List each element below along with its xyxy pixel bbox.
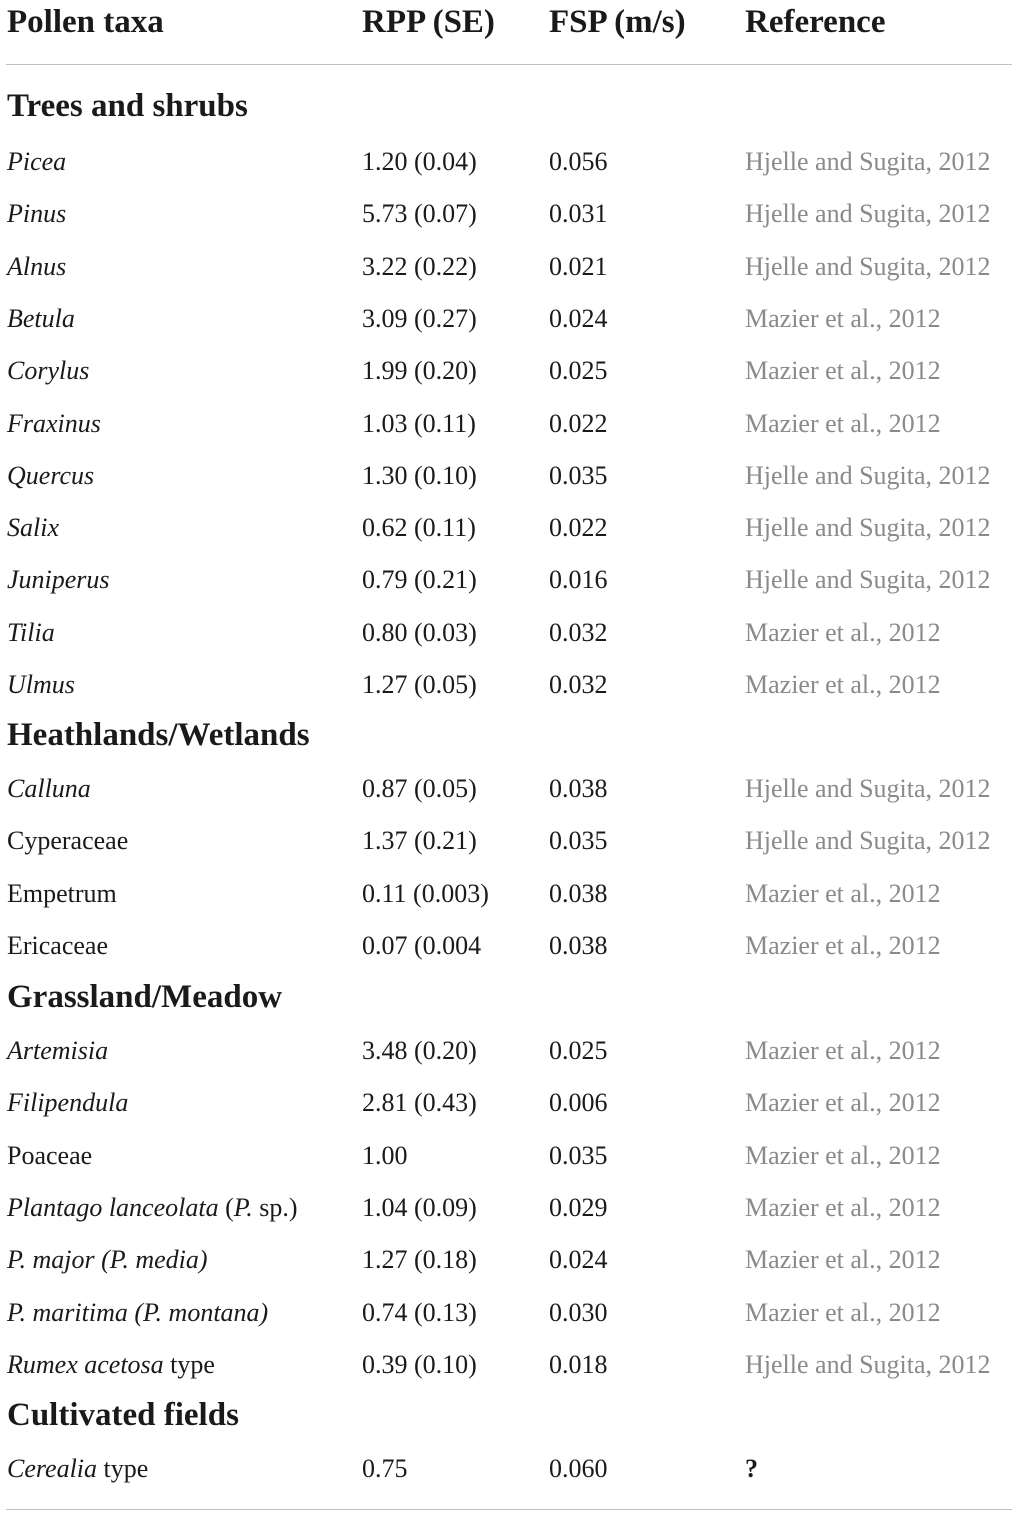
header-rpp: RPP (SE) bbox=[362, 4, 495, 40]
table-row bbox=[0, 665, 1018, 705]
table-row bbox=[0, 613, 1018, 653]
taxon-name-part: Cyperaceae bbox=[7, 826, 129, 855]
taxon-cell bbox=[7, 299, 75, 339]
header-fsp: FSP (m/s) bbox=[549, 4, 686, 40]
reference-cell: Mazier et al., 2012 bbox=[745, 879, 941, 908]
section-heathlands-wetlands: Heathlands/Wetlands bbox=[7, 717, 310, 753]
rpp-cell: 1.00 bbox=[362, 1141, 408, 1170]
taxon-name-part: Ericaceae bbox=[7, 931, 109, 960]
fsp-cell: 0.018 bbox=[549, 1350, 608, 1379]
table-row bbox=[0, 926, 1018, 966]
fsp-cell: 0.035 bbox=[549, 826, 608, 855]
table-row bbox=[0, 142, 1018, 182]
taxon-cell bbox=[7, 1031, 108, 1071]
rpp-cell: 0.80 (0.03) bbox=[362, 618, 477, 647]
taxon-name-part: Pinus bbox=[7, 199, 67, 228]
taxon-cell bbox=[7, 194, 66, 234]
table-row bbox=[0, 874, 1018, 914]
reference-cell: Mazier et al., 2012 bbox=[745, 304, 941, 333]
rpp-cell: 5.73 (0.07) bbox=[362, 199, 477, 228]
taxon-name-part: Ulmus bbox=[7, 670, 75, 699]
taxon-name-part: type bbox=[163, 1350, 215, 1379]
rpp-cell: 1.27 (0.05) bbox=[362, 670, 477, 699]
fsp-cell: 0.038 bbox=[549, 879, 608, 908]
taxon-cell bbox=[7, 456, 94, 496]
reference-cell: ? bbox=[745, 1454, 758, 1483]
taxon-cell bbox=[7, 508, 59, 548]
table-row bbox=[0, 1449, 1018, 1489]
section-cultivated-fields: Cultivated fields bbox=[7, 1397, 239, 1433]
reference-cell: Hjelle and Sugita, 2012 bbox=[745, 461, 991, 490]
reference-cell: Mazier et al., 2012 bbox=[745, 1193, 941, 1222]
reference-cell: Hjelle and Sugita, 2012 bbox=[745, 147, 991, 176]
fsp-cell: 0.031 bbox=[549, 199, 608, 228]
table-row bbox=[0, 1293, 1018, 1333]
table-row bbox=[0, 560, 1018, 600]
taxon-name-part: Filipendula bbox=[7, 1088, 129, 1117]
fsp-cell: 0.038 bbox=[549, 931, 608, 960]
fsp-cell: 0.025 bbox=[549, 356, 608, 385]
rpp-cell: 3.22 (0.22) bbox=[362, 252, 477, 281]
taxon-cell bbox=[7, 926, 108, 966]
taxon-name-part: Plantago lanceolata bbox=[7, 1193, 219, 1222]
table-header bbox=[0, 0, 1018, 44]
rpp-cell: 0.11 (0.003) bbox=[362, 879, 489, 908]
table-row bbox=[0, 1136, 1018, 1176]
taxon-cell bbox=[7, 142, 66, 182]
reference-cell: Hjelle and Sugita, 2012 bbox=[745, 774, 991, 803]
taxon-cell bbox=[7, 821, 128, 861]
taxon-name-part: Empetrum bbox=[7, 879, 117, 908]
fsp-cell: 0.032 bbox=[549, 618, 608, 647]
fsp-cell: 0.029 bbox=[549, 1193, 608, 1222]
table-row bbox=[0, 194, 1018, 234]
reference-cell: Mazier et al., 2012 bbox=[745, 356, 941, 385]
reference-cell: Hjelle and Sugita, 2012 bbox=[745, 199, 991, 228]
rpp-cell: 1.30 (0.10) bbox=[362, 461, 477, 490]
fsp-cell: 0.035 bbox=[549, 461, 608, 490]
bottom-divider bbox=[6, 1509, 1012, 1510]
rpp-cell: 0.62 (0.11) bbox=[362, 513, 476, 542]
taxon-cell bbox=[7, 1136, 92, 1176]
reference-cell: Mazier et al., 2012 bbox=[745, 1245, 941, 1274]
rpp-cell: 0.75 bbox=[362, 1454, 408, 1483]
rpp-cell: 1.04 (0.09) bbox=[362, 1193, 477, 1222]
rpp-cell: 1.03 (0.11) bbox=[362, 409, 476, 438]
taxon-name-part: Salix bbox=[7, 513, 59, 542]
section-trees-and-shrubs: Trees and shrubs bbox=[7, 88, 248, 124]
rpp-cell: 0.74 (0.13) bbox=[362, 1298, 477, 1327]
taxon-cell bbox=[7, 404, 101, 444]
rpp-cell: 1.27 (0.18) bbox=[362, 1245, 477, 1274]
header-pollen-taxa: Pollen taxa bbox=[7, 4, 164, 40]
reference-cell: Mazier et al., 2012 bbox=[745, 931, 941, 960]
taxon-cell bbox=[7, 1293, 268, 1333]
fsp-cell: 0.021 bbox=[549, 252, 608, 281]
table-row bbox=[0, 1345, 1018, 1385]
reference-cell: Hjelle and Sugita, 2012 bbox=[745, 1350, 991, 1379]
taxon-name-part: sp.) bbox=[252, 1193, 298, 1222]
taxon-cell bbox=[7, 247, 66, 287]
rpp-cell: 2.81 (0.43) bbox=[362, 1088, 477, 1117]
taxon-cell bbox=[7, 1188, 298, 1228]
taxon-cell bbox=[7, 1449, 148, 1489]
taxon-name-part: Corylus bbox=[7, 356, 90, 385]
fsp-cell: 0.025 bbox=[549, 1036, 608, 1065]
rpp-cell: 1.20 (0.04) bbox=[362, 147, 477, 176]
header-divider bbox=[6, 64, 1012, 65]
taxon-name-part: Cerealia bbox=[7, 1454, 98, 1483]
reference-cell: Mazier et al., 2012 bbox=[745, 1088, 941, 1117]
table-row bbox=[0, 1240, 1018, 1280]
taxon-name-part: P. major (P. media) bbox=[7, 1245, 208, 1274]
taxon-name-part: Alnus bbox=[7, 252, 67, 281]
taxon-name-part: P. bbox=[233, 1193, 253, 1222]
rpp-cell: 0.39 (0.10) bbox=[362, 1350, 477, 1379]
table-row bbox=[0, 1083, 1018, 1123]
rpp-cell: 3.48 (0.20) bbox=[362, 1036, 477, 1065]
reference-cell: Mazier et al., 2012 bbox=[745, 670, 941, 699]
fsp-cell: 0.016 bbox=[549, 565, 608, 594]
taxon-name-part: Quercus bbox=[7, 461, 95, 490]
taxon-name-part: Picea bbox=[7, 147, 67, 176]
fsp-cell: 0.024 bbox=[549, 304, 608, 333]
rpp-cell: 1.99 (0.20) bbox=[362, 356, 477, 385]
rpp-cell: 0.79 (0.21) bbox=[362, 565, 477, 594]
taxon-name-part: Betula bbox=[7, 304, 75, 333]
fsp-cell: 0.006 bbox=[549, 1088, 608, 1117]
taxon-cell bbox=[7, 613, 55, 653]
taxon-cell bbox=[7, 874, 117, 914]
header-reference: Reference bbox=[745, 4, 886, 40]
taxon-name-part: Artemisia bbox=[7, 1036, 109, 1065]
taxon-name-part: P. maritima (P. montana) bbox=[7, 1298, 269, 1327]
taxon-name-part: ( bbox=[218, 1193, 234, 1222]
reference-cell: Mazier et al., 2012 bbox=[745, 409, 941, 438]
rpp-cell: 0.87 (0.05) bbox=[362, 774, 477, 803]
taxon-name-part: type bbox=[97, 1454, 149, 1483]
taxon-cell bbox=[7, 351, 89, 391]
taxon-name-part: Juniperus bbox=[7, 565, 110, 594]
section-grassland-meadow: Grassland/Meadow bbox=[7, 979, 283, 1015]
fsp-cell: 0.022 bbox=[549, 513, 608, 542]
fsp-cell: 0.032 bbox=[549, 670, 608, 699]
taxon-cell bbox=[7, 1240, 208, 1280]
reference-cell: Hjelle and Sugita, 2012 bbox=[745, 826, 991, 855]
taxon-name-part: Calluna bbox=[7, 774, 91, 803]
table-row bbox=[0, 299, 1018, 339]
taxon-cell bbox=[7, 1345, 215, 1385]
fsp-cell: 0.038 bbox=[549, 774, 608, 803]
table-row bbox=[0, 1188, 1018, 1228]
fsp-cell: 0.060 bbox=[549, 1454, 608, 1483]
table-row bbox=[0, 247, 1018, 287]
reference-cell: Hjelle and Sugita, 2012 bbox=[745, 252, 991, 281]
table-row bbox=[0, 456, 1018, 496]
taxon-cell bbox=[7, 560, 110, 600]
taxon-cell bbox=[7, 1083, 128, 1123]
reference-cell: Mazier et al., 2012 bbox=[745, 618, 941, 647]
fsp-cell: 0.035 bbox=[549, 1141, 608, 1170]
taxon-cell bbox=[7, 769, 91, 809]
table-row bbox=[0, 769, 1018, 809]
taxon-name-part: Poaceae bbox=[7, 1141, 93, 1170]
table-row bbox=[0, 821, 1018, 861]
table-row bbox=[0, 1031, 1018, 1071]
fsp-cell: 0.030 bbox=[549, 1298, 608, 1327]
fsp-cell: 0.022 bbox=[549, 409, 608, 438]
taxon-name-part: Fraxinus bbox=[7, 409, 101, 438]
taxon-name-part: Tilia bbox=[7, 618, 55, 647]
rpp-cell: 1.37 (0.21) bbox=[362, 826, 477, 855]
rpp-cell: 0.07 (0.004 bbox=[362, 931, 482, 960]
table-row bbox=[0, 404, 1018, 444]
table-row bbox=[0, 351, 1018, 391]
reference-cell: Mazier et al., 2012 bbox=[745, 1036, 941, 1065]
taxon-cell bbox=[7, 665, 75, 705]
rpp-cell: 3.09 (0.27) bbox=[362, 304, 477, 333]
taxon-name-part: Rumex acetosa bbox=[7, 1350, 164, 1379]
reference-cell: Mazier et al., 2012 bbox=[745, 1141, 941, 1170]
reference-cell: Hjelle and Sugita, 2012 bbox=[745, 513, 991, 542]
reference-cell: Hjelle and Sugita, 2012 bbox=[745, 565, 991, 594]
table-row bbox=[0, 508, 1018, 548]
reference-cell: Mazier et al., 2012 bbox=[745, 1298, 941, 1327]
fsp-cell: 0.024 bbox=[549, 1245, 608, 1274]
fsp-cell: 0.056 bbox=[549, 147, 608, 176]
